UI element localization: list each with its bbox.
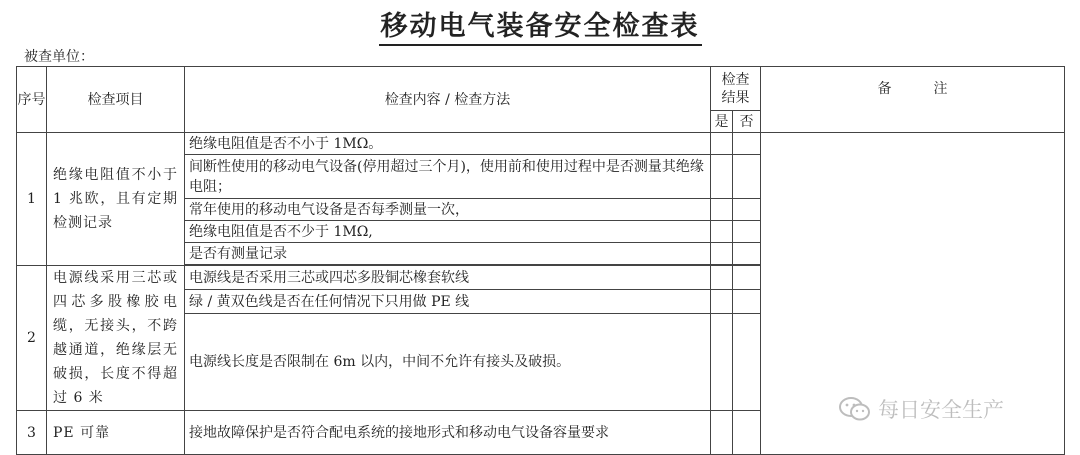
row1-content-5: 是否有测量记录 xyxy=(185,243,711,265)
row3-no-1[interactable] xyxy=(733,411,761,455)
row2-seq: 2 xyxy=(17,266,47,411)
header-result: 检查结果 xyxy=(711,67,761,111)
header-item: 检查项目 xyxy=(47,67,185,133)
watermark-text: 每日安全生产 xyxy=(878,398,1004,422)
row2-yes-3[interactable] xyxy=(711,314,733,411)
row1-yes-2[interactable] xyxy=(711,155,733,199)
row1-yes-3[interactable] xyxy=(711,199,733,221)
row1-content-2: 间断性使用的移动电气设备(停用超过三个月)，使用前和使用过程中是否测量其绝缘电阻； xyxy=(185,155,711,199)
header-content: 检查内容 / 检查方法 xyxy=(185,67,711,133)
row2-content-3: 电源线长度是否限制在 6m 以内，中间不允许有接头及破损。 xyxy=(185,314,711,411)
row1-yes-4[interactable] xyxy=(711,221,733,243)
row1-no-1[interactable] xyxy=(733,133,761,155)
row3-seq: 3 xyxy=(17,411,47,455)
row1-content-4: 绝缘电阻值是否不少于 1MΩ, xyxy=(185,221,711,243)
row1-yes-1[interactable] xyxy=(711,133,733,155)
row1-seq: 1 xyxy=(17,133,47,266)
row1-no-2[interactable] xyxy=(733,155,761,199)
row1-yes-5[interactable] xyxy=(711,243,733,265)
row2-content-2: 绿 / 黄双色线是否在任何情况下只用做 PE 线 xyxy=(185,290,711,314)
header-yes: 是 xyxy=(711,111,733,133)
wechat-icon xyxy=(838,396,872,422)
row2-content-1: 电源线是否采用三芯或四芯多股铜芯橡套软线 xyxy=(185,266,711,290)
row1-no-5[interactable] xyxy=(733,243,761,265)
row1-no-4[interactable] xyxy=(733,221,761,243)
row1-content-3: 常年使用的移动电气设备是否每季测量一次， xyxy=(185,199,711,221)
row2-yes-1[interactable] xyxy=(711,266,733,290)
header-seq: 序号 xyxy=(17,67,47,133)
row1-no-3[interactable] xyxy=(733,199,761,221)
row3-content-1: 接地故障保护是否符合配电系统的接地形式和移动电气设备容量要求 xyxy=(185,411,711,455)
watermark xyxy=(838,394,1004,424)
header-no: 否 xyxy=(733,111,761,133)
page-title: 移动电气装备安全检查表 xyxy=(0,4,1080,43)
row2-no-2[interactable] xyxy=(733,290,761,314)
row2-no-3[interactable] xyxy=(733,314,761,411)
row3-item: PE 可靠 xyxy=(47,411,185,455)
inspected-unit-label: 被查单位： xyxy=(24,49,94,65)
row3-yes-1[interactable] xyxy=(711,411,733,455)
header-remark: 备 注 xyxy=(761,67,1065,133)
row2-item: 电源线采用三芯或四芯多股橡胶电缆，无接头，不跨越通道，绝缘层无破损，长度不得超过 6 米 xyxy=(47,266,185,411)
row1-content-1: 绝缘电阻值是否不小于 1MΩ。 xyxy=(185,133,711,155)
row2-no-1[interactable] xyxy=(733,266,761,290)
row1-item: 绝缘电阻值不小于 1 兆欧，且有定期检测记录 xyxy=(47,133,185,266)
row2-yes-2[interactable] xyxy=(711,290,733,314)
